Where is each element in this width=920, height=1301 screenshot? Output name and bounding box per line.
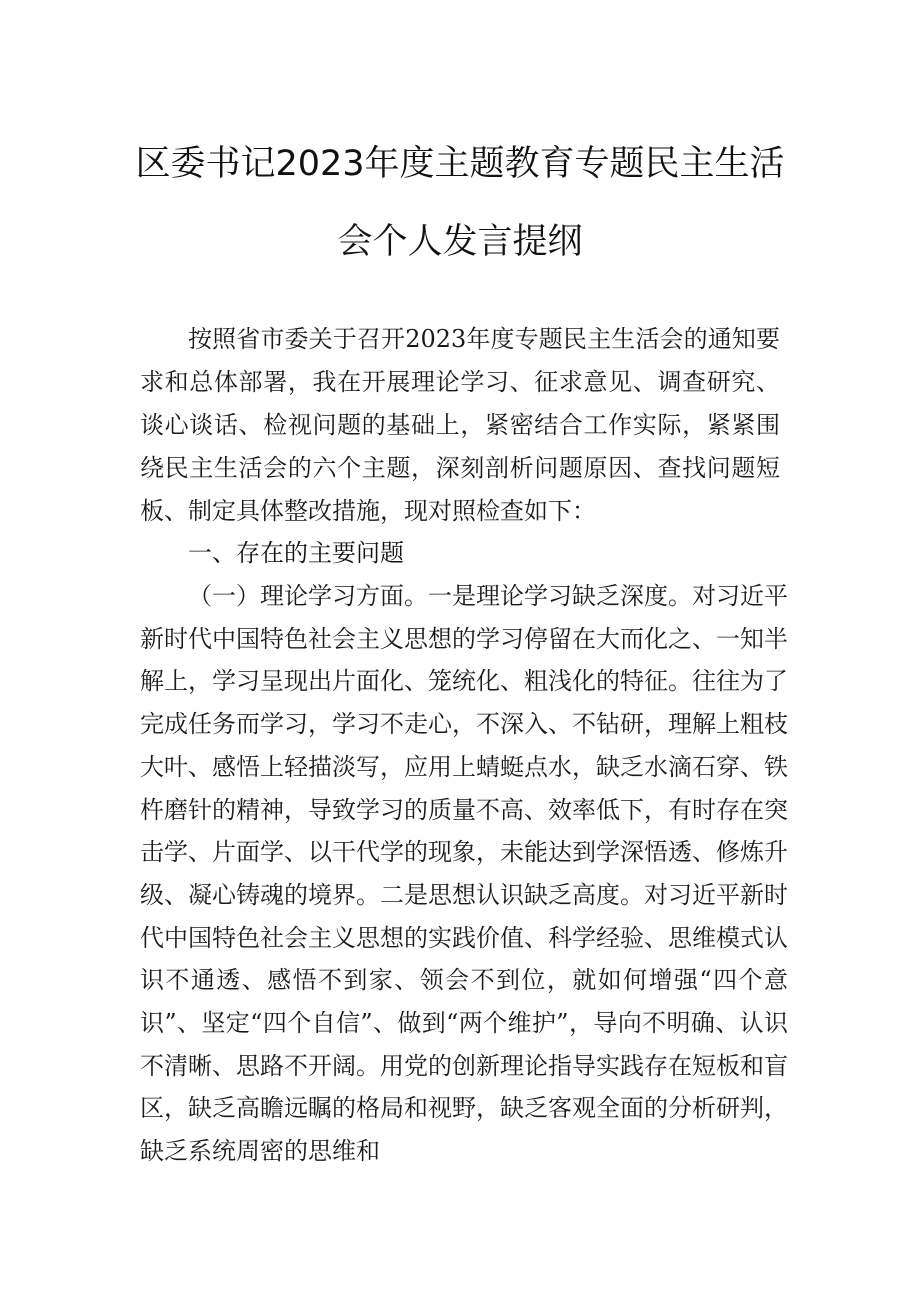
document-title-line-2: 会个人发言提纲: [337, 222, 583, 262]
section-paragraph: （一）理论学习方面。一是理论学习缺乏深度。对习近平新时代中国特色社会主义思想的学习停留在大而化之、一知半解上，学习呈现出片面化、笼统化、粗浅化的特征。往往为了完成任务而学习，学习不走心，不深入、不钻研，理解上粗枝大叶、感悟上轻描淡写，应用上蜻蜓点水，缺乏水滴石穿、铁杵磨针的精神，导致学习的质量不高、效率低下，有时存在突击学、片面学、以干代学的现象，未能达到学深悟透、修炼升级、凝心铸魂的境界。二是思想认识缺乏高度。对习近平新时代中国特色社会主义思想的实践价值、科学经验、思维模式认识不通透、感悟不到家、领会不到位，就如何增强“四个意识”、坚定“四个自信”、做到“两个维护”，导向不明确、认识不清晰、思路不开阔。用党的创新理论指导实践存在短板和盲区，缺乏高瞻远瞩的格局和视野，缺乏客观全面的分析研判，缺乏系统周密的思维和: [140, 582, 788, 1166]
document-title-line-1: 区委书记2023年度主题教育专题民主生活: [135, 144, 785, 184]
section-heading: 一、存在的主要问题: [188, 539, 404, 567]
intro-paragraph: 按照省市委关于召开2023年度专题民主生活会的通知要求和总体部署，我在开展理论学习、征求意见、调查研究、谈心谈话、检视问题的基础上，紧密结合工作实际，紧紧围绕民主生活会的六个主题，深刻剖析问题原因、查找问题短板、制定具体整改措施，现对照检查如下：: [140, 325, 780, 525]
